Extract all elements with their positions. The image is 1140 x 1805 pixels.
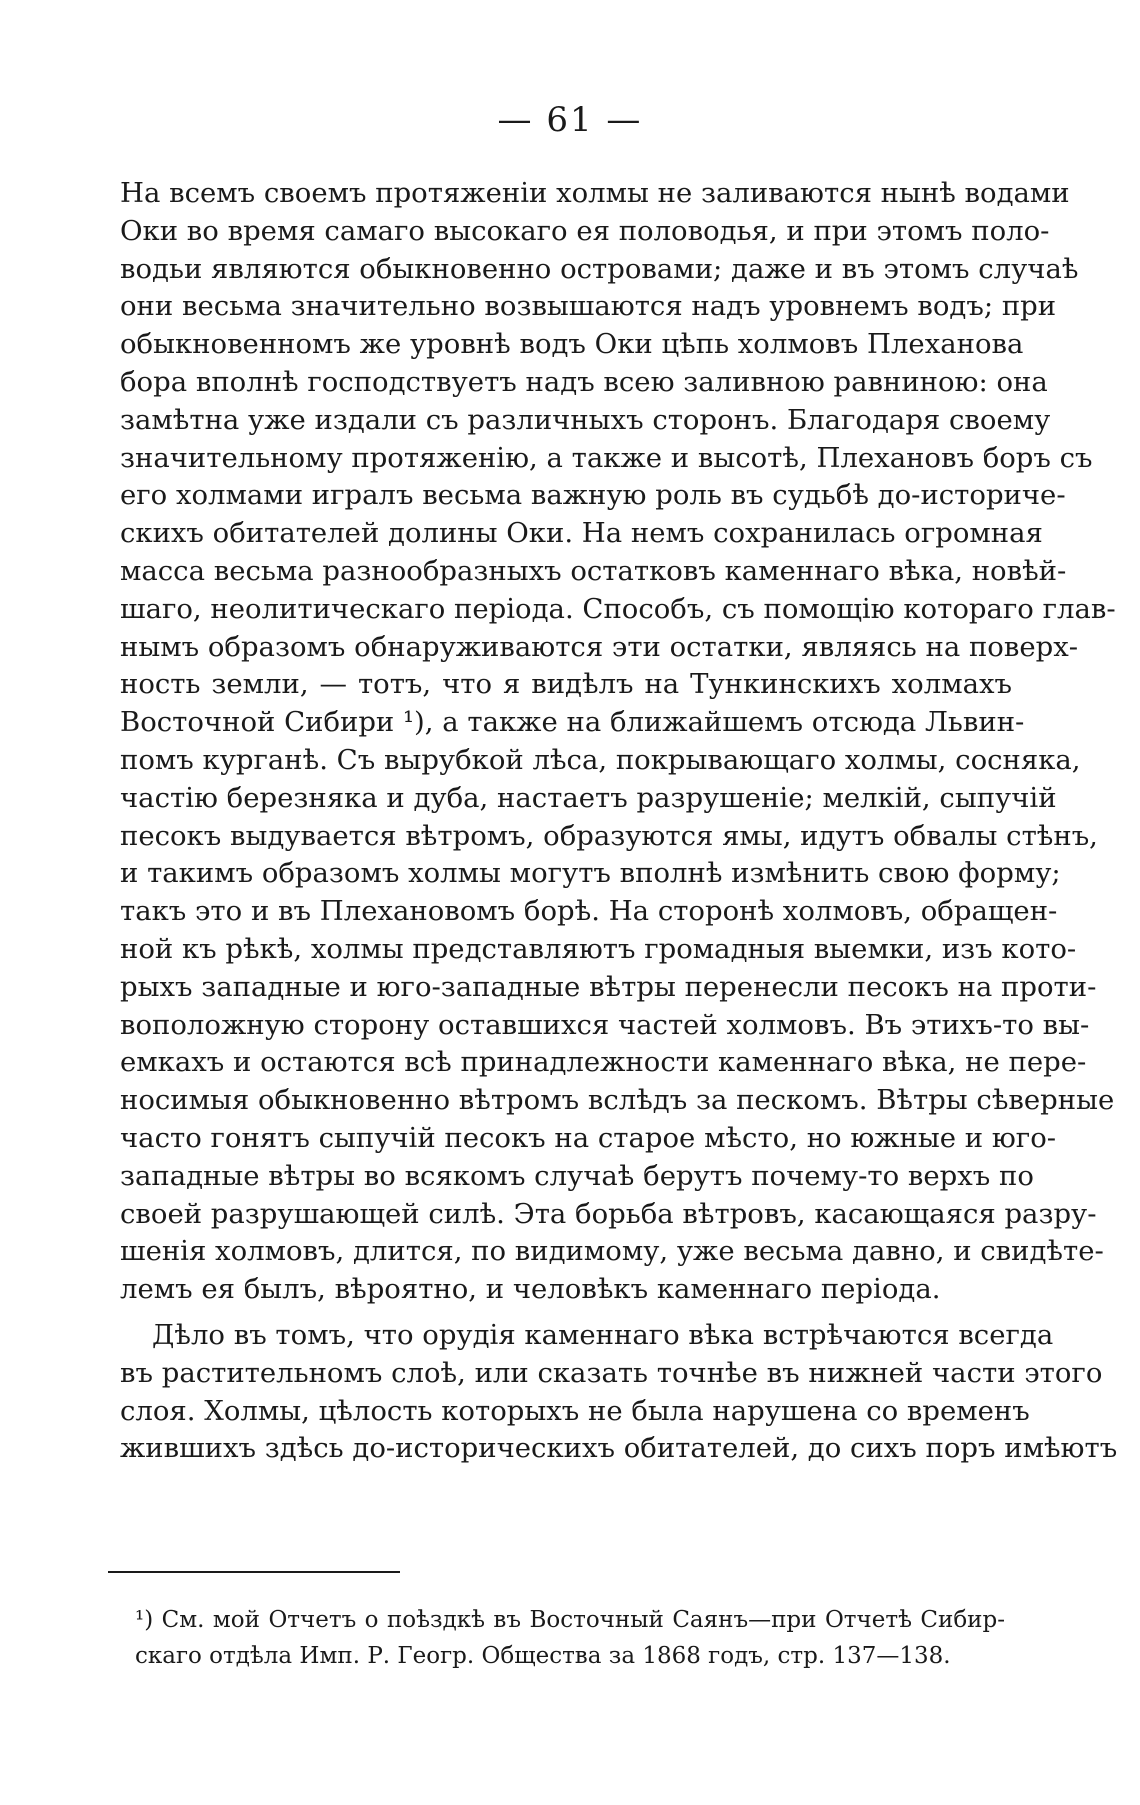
footnote — [135, 1602, 1005, 1674]
text-line: Восточной Сибири ¹), а также на ближайшемъ отсюда Львин- — [120, 706, 1025, 739]
text-line: обыкновенномъ же уровнѣ водъ Оки цѣпь холмовъ Плеханова — [120, 328, 1024, 361]
text-line: воположную сторону оставшихся частей холмовъ. Въ этихъ-то вы- — [120, 1008, 1090, 1041]
paragraph-spacer — [120, 1309, 1012, 1317]
text-line: западные вѣтры во всякомъ случаѣ берутъ почему-то верхъ по — [120, 1159, 1034, 1192]
text-line: ность земли, — тотъ, что я видѣлъ на Тункинскихъ холмахъ — [120, 668, 1012, 701]
text-line: шаго, неолитическаго періода. Способъ, съ помощію котораго глав- — [120, 592, 1116, 625]
paragraph-1 — [120, 175, 1116, 1309]
text-line: часто гонятъ сыпучій песокъ на старое мѣсто, но южные и юго- — [120, 1121, 1057, 1154]
text-line: значительному протяженію, а также и высотѣ, Плехановъ боръ съ — [120, 441, 1093, 474]
text-line: емкахъ и остаются всѣ принадлежности каменнаго вѣка, не пере- — [120, 1046, 1087, 1079]
text-line: въ растительномъ слоѣ, или сказать точнѣе въ нижней части этого — [120, 1356, 1103, 1389]
text-line: лемъ ея былъ, вѣроятно, и человѣкъ каменнаго періода. — [120, 1273, 941, 1306]
text-line: нымъ образомъ обнаруживаются эти остатки, являясь на поверх- — [120, 630, 1079, 663]
text-line: песокъ выдувается вѣтромъ, образуются ямы, идутъ обвалы стѣнъ, — [120, 819, 1098, 852]
text-line: ной къ рѣкѣ, холмы представляютъ громадныя выемки, изъ кото- — [120, 932, 1077, 965]
text-line: частію березняка и дуба, настаетъ разрушеніе; мелкій, сыпучій — [120, 781, 1057, 814]
text-line: Оки во время самаго высокаго ея половодья, и при этомъ поло- — [120, 214, 1050, 247]
footnote-line: скаго отдѣла Имп. Р. Геогр. Общества за 1868 годъ, стр. 137—138. — [135, 1643, 951, 1669]
text-line: скихъ обитателей долины Оки. На немъ сохранилась огромная — [120, 517, 1043, 550]
text-line: жившихъ здѣсь до-историческихъ обитателей, до сихъ поръ имѣютъ — [120, 1432, 1118, 1465]
body-text — [120, 175, 1118, 1468]
text-line: слоя. Холмы, цѣлость которыхъ не была нарушена со временъ — [120, 1394, 1030, 1427]
footnote-line: ¹) См. мой Отчетъ о поѣздкѣ въ Восточный Саянъ—при Отчетѣ Сибир- — [135, 1607, 1005, 1633]
text-line: замѣтна уже издали съ различныхъ сторонъ. Благодаря своему — [120, 403, 1051, 436]
text-line: помъ курганѣ. Съ вырубкой лѣса, покрывающаго холмы, сосняка, — [120, 743, 1081, 776]
paragraph-2 — [120, 1317, 1118, 1468]
text-line: масса весьма разнообразныхъ остатковъ каменнаго вѣка, новѣй- — [120, 554, 1067, 587]
page-number: — 61 — — [497, 100, 643, 140]
text-line: они весьма значительно возвышаются надъ уровнемъ водъ; при — [120, 290, 1057, 323]
text-line: рыхъ западные и юго-западные вѣтры перенесли песокъ на проти- — [120, 970, 1097, 1003]
text-line: Дѣло въ томъ, что орудія каменнаго вѣка встрѣчаются всегда — [152, 1318, 1054, 1351]
text-line: шенія холмовъ, длится, по видимому, уже весьма давно, и свидѣте- — [120, 1235, 1104, 1268]
text-line: водьи являются обыкновенно островами; даже и въ этомъ случаѣ — [120, 252, 1079, 285]
text-line: и такимъ образомъ холмы могутъ вполнѣ измѣнить свою форму; — [120, 857, 1061, 890]
text-line: такъ это и въ Плехановомъ борѣ. На сторонѣ холмовъ, обращен- — [120, 895, 1058, 928]
text-line: носимыя обыкновенно вѣтромъ вслѣдъ за пескомъ. Вѣтры сѣверные — [120, 1084, 1115, 1117]
text-line: На всемъ своемъ протяженіи холмы не заливаются нынѣ водами — [120, 177, 1070, 209]
footnote-separator — [108, 1571, 400, 1573]
text-line: бора вполнѣ господствуетъ надъ всею заливною равниною: она — [120, 365, 1048, 398]
text-line: его холмами игралъ весьма важную роль въ судьбѣ до-историче- — [120, 479, 1066, 512]
text-line: своей разрушающей силѣ. Эта борьба вѣтровъ, касающаяся разру- — [120, 1197, 1097, 1230]
